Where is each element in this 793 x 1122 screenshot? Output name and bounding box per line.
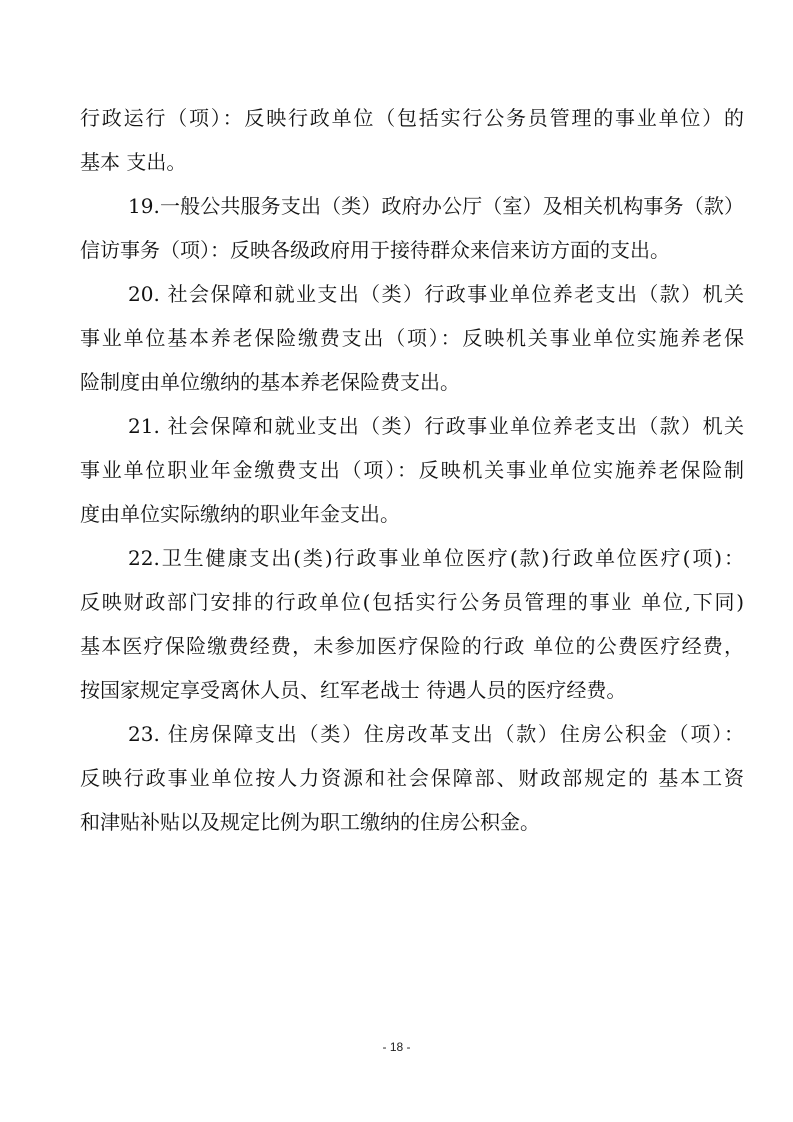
text-line: 信访事务（项）：反映各级政府用于接待群众来信来访方面的支出。 [80, 238, 670, 262]
text-line: 事业单位职业年金缴费支出（项）：反映机关事业单位实施养老保险制 [80, 458, 744, 482]
text-line: 行政运行（项）：反映行政单位（包括实行公务员管理的事业单位）的 [80, 106, 744, 130]
text-line: 反映行政事业单位按人力资源和社会保障部、财政部规定的 基本工资 [80, 766, 744, 790]
text-line: 度由单位实际缴纳的职业年金支出。 [80, 502, 400, 526]
text-line: 按国家规定享受离休人员、红军老战士 待遇人员的医疗经费。 [80, 678, 627, 702]
document-body [80, 96, 744, 844]
page-number: - 18 - [382, 1040, 411, 1054]
text-line: 事业单位基本养老保险缴费支出（项）：反映机关事业单位实施养老保 [80, 326, 744, 350]
paragraph-item-19 [80, 184, 744, 272]
text-line: 险制度由单位缴纳的基本养老保险费支出。 [80, 370, 460, 394]
paragraph-item-23 [80, 712, 744, 844]
paragraph-item-21 [80, 404, 744, 536]
text-line: 反映财政部门安排的行政单位(包括实行公务员管理的事业 单位,下同) [80, 590, 744, 614]
text-line: 19.一般公共服务支出（类）政府办公厅（室）及相关机构事务（款） [128, 194, 744, 218]
text-line: 22.卫生健康支出(类)行政事业单位医疗(款)行政单位医疗(项)： [128, 546, 744, 570]
paragraph-item-20 [80, 272, 744, 404]
paragraph-item-22 [80, 536, 744, 712]
text-line: 基本医疗保险缴费经费，未参加医疗保险的行政 单位的公费医疗经费， [80, 634, 744, 658]
text-line: 23. 住房保障支出（类）住房改革支出（款）住房公积金（项）： [128, 722, 744, 746]
text-line: 基本 支出。 [80, 150, 187, 174]
text-line: 21. 社会保障和就业支出（类）行政事业单位养老支出（款）机关 [128, 414, 744, 438]
text-line: 20. 社会保障和就业支出（类）行政事业单位养老支出（款）机关 [128, 282, 744, 306]
text-line: 和津贴补贴以及规定比例为职工缴纳的住房公积金。 [80, 810, 540, 834]
paragraph-xingzheng-yunxing [80, 96, 744, 184]
